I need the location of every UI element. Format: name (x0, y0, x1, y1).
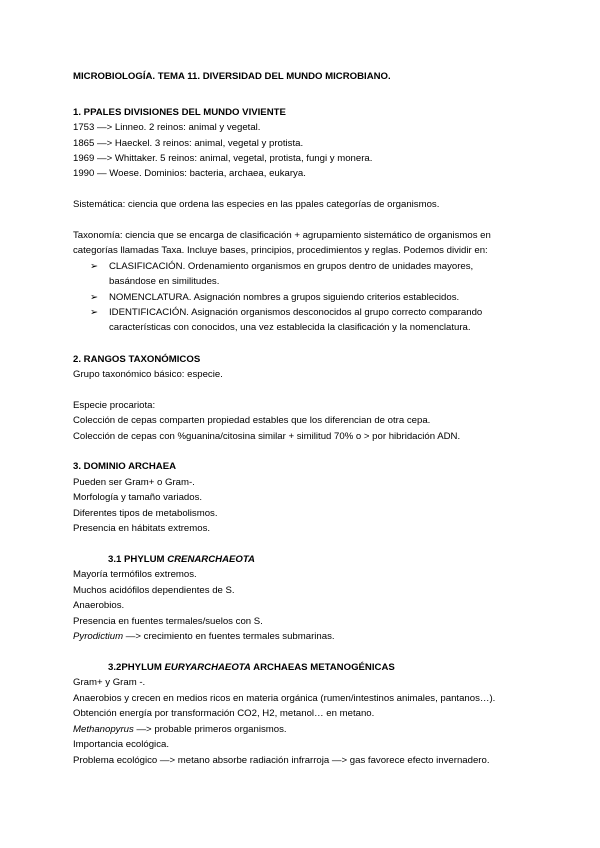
arrow-bullet-icon: ➢ (90, 307, 99, 318)
especie-definition-2: Colección de cepas con %guanina/citosina similar + similitud 70% o > por hibridación ADN. (73, 431, 461, 442)
arrow-bullet-icon: ➢ (90, 261, 99, 272)
phylum-name: EURYARCHAEOTA (164, 662, 251, 673)
phylum-name: CRENARCHAEOTA (167, 554, 255, 565)
genus-description: —> crecimiento en fuentes termales submarinas. (123, 631, 335, 642)
timeline-1990: 1990 — Woese. Dominios: bacteria, archaea, eukarya. (73, 168, 306, 179)
grupo-basico-text: Grupo taxonómico básico: especie. (73, 369, 223, 380)
list-item-continuation: basándose en similitudes. (109, 276, 220, 287)
timeline-1969: 1969 —> Whittaker. 5 reinos: animal, vegetal, protista, fungi y monera. (73, 153, 373, 164)
list-item-text: IDENTIFICACIÓN. Asignación organismos desconocidos al grupo correcto comparando (109, 307, 483, 318)
euryarchaeota-line-5: Importancia ecológica. (73, 739, 169, 750)
crenarchaeota-line-2: Muchos acidófilos dependientes de S. (73, 585, 235, 596)
sistematica-definition: Sistemática: ciencia que ordena las especies en las ppales categorías de organismos. (73, 199, 440, 210)
section-2-heading: 2. RANGOS TAXONÓMICOS (73, 354, 201, 365)
taxonomia-definition-line-2: categorías llamadas Taxa. Incluye bases, principios, procedimientos y reglas. Podemos dividir en: (73, 245, 488, 256)
list-item-continuation: características con conocidos, una vez establecida la clasificación y la nomenclatura. (109, 322, 471, 333)
list-item-text: CLASIFICACIÓN. Ordenamiento organismos en grupos dentro de unidades mayores, (109, 261, 474, 272)
euryarchaeota-line-1: Gram+ y Gram -. (73, 677, 146, 688)
genus-name: Methanopyrus (73, 724, 134, 735)
especie-procariota-label: Especie procariota: (73, 400, 156, 411)
crenarchaeota-line-4: Presencia en fuentes termales/suelos con S. (73, 616, 263, 627)
crenarchaeota-line-3: Anaerobios. (73, 600, 125, 611)
pyrodictium-line (73, 629, 335, 644)
genus-name: Pyrodictium (73, 631, 124, 642)
arrow-bullet-icon: ➢ (90, 292, 99, 303)
document-title: MICROBIOLOGÍA. TEMA 11. DIVERSIDAD DEL MUNDO MICROBIANO. (73, 71, 391, 82)
list-item-text: NOMENCLATURA. Asignación nombres a grupos siguiendo criterios establecidos. (109, 292, 460, 303)
euryarchaeota-line-2: Anaerobios y crecen en medios ricos en materia orgánica (rumen/intestinos animales, pantanos…). (73, 693, 496, 704)
section-1-heading: 1. PPALES DIVISIONES DEL MUNDO VIVIENTE (73, 107, 286, 118)
section-3-2-heading (108, 660, 395, 675)
especie-definition-1: Colección de cepas comparten propiedad estables que los diferencian de otra cepa. (73, 415, 431, 426)
section-3-1-heading (108, 552, 255, 567)
section-3-heading: 3. DOMINIO ARCHAEA (73, 461, 177, 472)
genus-description: —> probable primeros organismos. (133, 724, 287, 735)
heading-prefix: 3.2PHYLUM (108, 662, 165, 673)
timeline-1753: 1753 —> Linneo. 2 reinos: animal y vegetal. (73, 122, 261, 133)
timeline-1865: 1865 —> Haeckel. 3 reinos: animal, vegetal y protista. (73, 138, 304, 149)
archaea-line-4: Presencia en hábitats extremos. (73, 523, 211, 534)
euryarchaeota-line-3: Obtención energía por transformación CO2, H2, metanol… en metano. (73, 708, 375, 719)
archaea-line-1: Pueden ser Gram+ o Gram-. (73, 477, 195, 488)
heading-suffix: ARCHAEAS METANOGÉNICAS (250, 662, 395, 673)
heading-prefix: 3.1 PHYLUM (108, 554, 168, 565)
taxonomia-definition-line-1: Taxonomía: ciencia que se encarga de clasificación + agrupamiento sistemático de organismos en (73, 230, 491, 241)
crenarchaeota-line-1: Mayoría termófilos extremos. (73, 569, 197, 580)
archaea-line-3: Diferentes tipos de metabolismos. (73, 508, 218, 519)
methanopyrus-line (73, 722, 287, 737)
euryarchaeota-line-6: Problema ecológico —> metano absorbe radiación infrarroja —> gas favorece efecto invernadero. (73, 755, 490, 766)
archaea-line-2: Morfología y tamaño variados. (73, 492, 203, 503)
